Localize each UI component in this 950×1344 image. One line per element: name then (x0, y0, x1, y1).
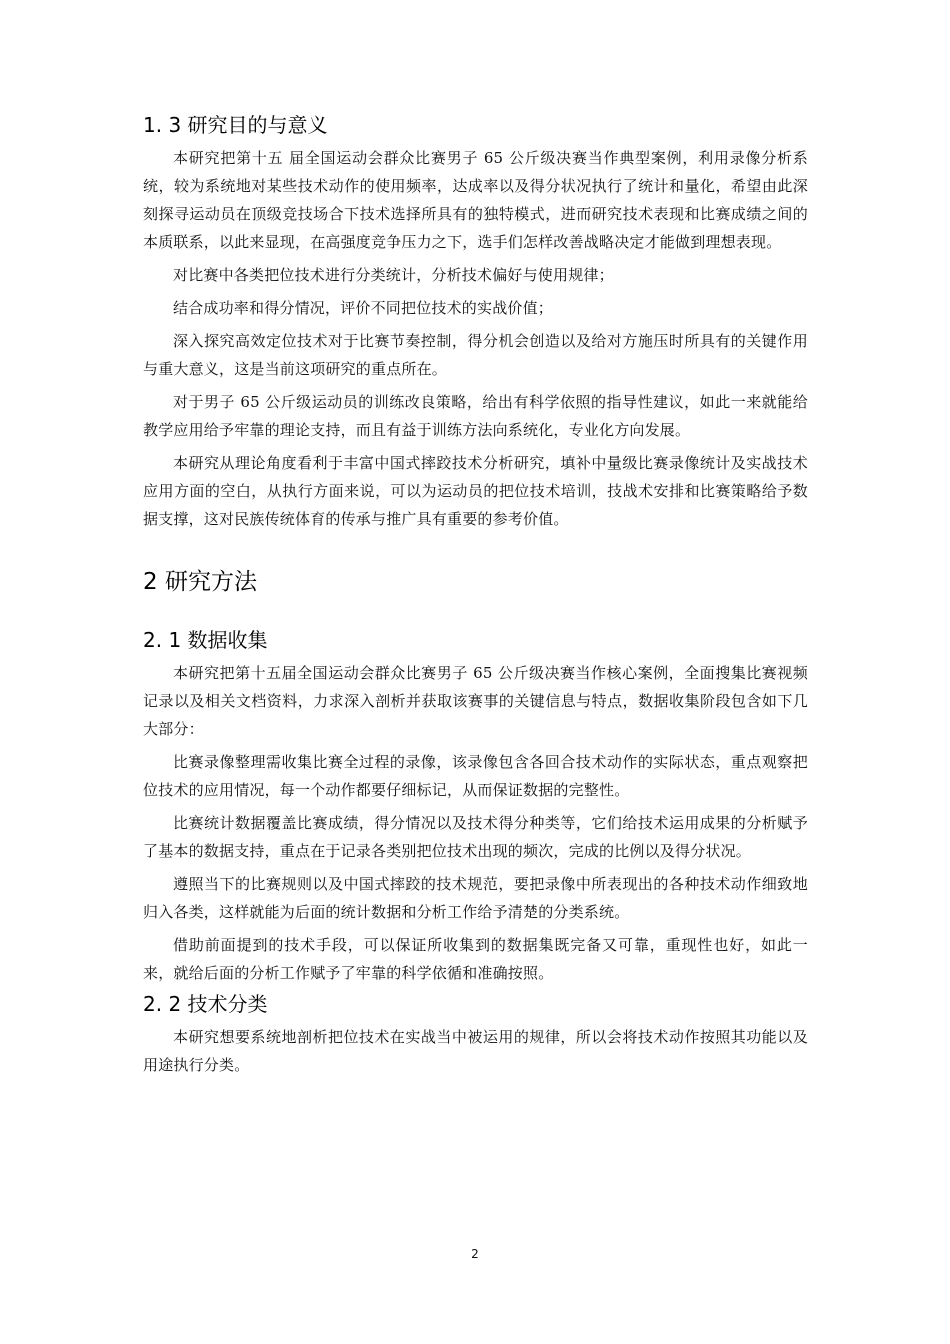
paragraph: 结合成功率和得分情况，评价不同把位技术的实战价值； (173, 299, 554, 317)
section-heading-2-2: 2. 2 技术分类 (143, 992, 268, 1016)
paragraph: 借助前面提到的技术手段，可以保证所收集到的数据集既完备又可靠，重现性也好，如此一来，就给后面的分析工作赋予了牢靠的科学依循和准确按照。 (143, 936, 808, 982)
section-heading-1-3: 1. 3 研究目的与意义 (143, 113, 328, 137)
paragraph: 本研究把第十五 届全国运动会群众比赛男子 65 公斤级决赛当作典型案例，利用录像分析系统，较为系统地对某些技术动作的使用频率，达成率以及得分状况执行了统计和量化，希望由此深刻探寻运动员在顶级竞技场合下技术选择所具有的独特模式，进而研究技术表现和比赛成绩之间的本质联系，以此来显现，在高强度竞争压力之下，选手们怎样改善战略决定才能做到理想表现。 (143, 149, 808, 251)
paragraph: 对比赛中各类把位技术进行分类统计，分析技术偏好与使用规律； (173, 266, 614, 284)
chapter-heading-2: 2 研究方法 (143, 569, 257, 595)
paragraph: 本研究想要系统地剖析把位技术在实战当中被运用的规律，所以会将技术动作按照其功能以及用途执行分类。 (143, 1028, 808, 1074)
paragraph: 本研究把第十五届全国运动会群众比赛男子 65 公斤级决赛当作核心案例，全面搜集比赛视频记录以及相关文档资料，力求深入剖析并获取该赛事的关键信息与特点，数据收集阶段包含如下几大部分： (143, 664, 808, 738)
paragraph: 遵照当下的比赛规则以及中国式摔跤的技术规范，要把录像中所表现出的各种技术动作细致地归入各类，这样就能为后面的统计数据和分析工作给予清楚的分类系统。 (143, 875, 808, 921)
page-number: 2 (471, 1247, 479, 1261)
page-body (143, 112, 808, 1079)
paragraph: 比赛录像整理需收集比赛全过程的录像，该录像包含各回合技术动作的实际状态，重点观察把位技术的应用情况，每一个动作都要仔细标记，从而保证数据的完整性。 (143, 753, 808, 799)
section-heading-2-1: 2. 1 数据收集 (143, 628, 268, 652)
paragraph: 比赛统计数据覆盖比赛成绩，得分情况以及技术得分种类等，它们给技术运用成果的分析赋予了基本的数据支持，重点在于记录各类别把位技术出现的频次，完成的比例以及得分状况。 (143, 814, 808, 860)
paragraph: 深入探究高效定位技术对于比赛节奏控制，得分机会创造以及给对方施压时所具有的关键作用与重大意义，这是当前这项研究的重点所在。 (143, 332, 808, 378)
paragraph: 对于男子 65 公斤级运动员的训练改良策略，给出有科学依照的指导性建议，如此一来就能给教学应用给予牢靠的理论支持，而且有益于训练方法向系统化，专业化方向发展。 (143, 393, 808, 439)
paragraph: 本研究从理论角度看利于丰富中国式摔跤技术分析研究，填补中量级比赛录像统计及实战技术应用方面的空白，从执行方面来说，可以为运动员的把位技术培训，技战术安排和比赛策略给予数据支撑，这对民族传统体育的传承与推广具有重要的参考价值。 (143, 454, 808, 528)
